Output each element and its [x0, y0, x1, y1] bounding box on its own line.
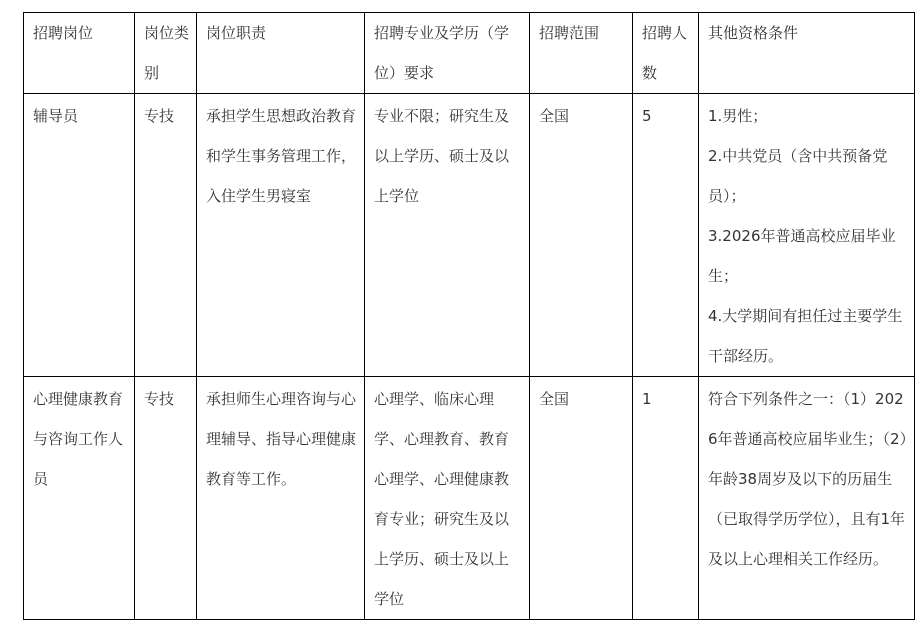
- header-requirements: 招聘专业及学历（学位）要求: [365, 13, 530, 94]
- cell-conditions: [699, 94, 915, 377]
- cell-duties: 承担师生心理咨询与心理辅导、指导心理健康教育等工作。: [197, 377, 365, 620]
- header-duties: 岗位职责: [197, 13, 365, 94]
- cell-category: 专技: [135, 377, 197, 620]
- table-row: [24, 377, 915, 620]
- condition-item: 3.2026年普通高校应届毕业生；: [708, 227, 896, 285]
- table-row: [24, 94, 915, 377]
- cell-count: 1: [633, 377, 699, 620]
- cell-position: 心理健康教育与咨询工作人员: [24, 377, 135, 620]
- cell-count: 5: [633, 94, 699, 377]
- cell-position: 辅导员: [24, 94, 135, 377]
- cell-duties: 承担学生思想政治教育和学生事务管理工作，入住学生男寝室: [197, 94, 365, 377]
- cell-conditions: [699, 377, 915, 620]
- header-count: 招聘人数: [633, 13, 699, 94]
- condition-item: 4.大学期间有担任过主要学生干部经历。: [708, 307, 903, 365]
- cell-category: 专技: [135, 94, 197, 377]
- cell-scope: 全国: [530, 377, 633, 620]
- condition-item: 1.男性；: [708, 107, 768, 125]
- header-conditions: 其他资格条件: [699, 13, 915, 94]
- cell-requirements: 心理学、临床心理学、心理教育、教育心理学、心理健康教育专业；研究生及以上学历、硕士及以上学位: [365, 377, 530, 620]
- header-category: 岗位类别: [135, 13, 197, 94]
- recruitment-table: [23, 12, 915, 620]
- header-scope: 招聘范围: [530, 13, 633, 94]
- cell-scope: 全国: [530, 94, 633, 377]
- header-position: 招聘岗位: [24, 13, 135, 94]
- condition-item: 符合下列条件之一：（1）2026年普通高校应届毕业生；（2）年龄38周岁及以下的历届生（已取得学历学位），且有1年及以上心理相关工作经历。: [708, 390, 908, 568]
- cell-requirements: 专业不限；研究生及以上学历、硕士及以上学位: [365, 94, 530, 377]
- condition-item: 2.中共党员（含中共预备党员）；: [708, 147, 888, 205]
- table-header-row: [24, 13, 915, 94]
